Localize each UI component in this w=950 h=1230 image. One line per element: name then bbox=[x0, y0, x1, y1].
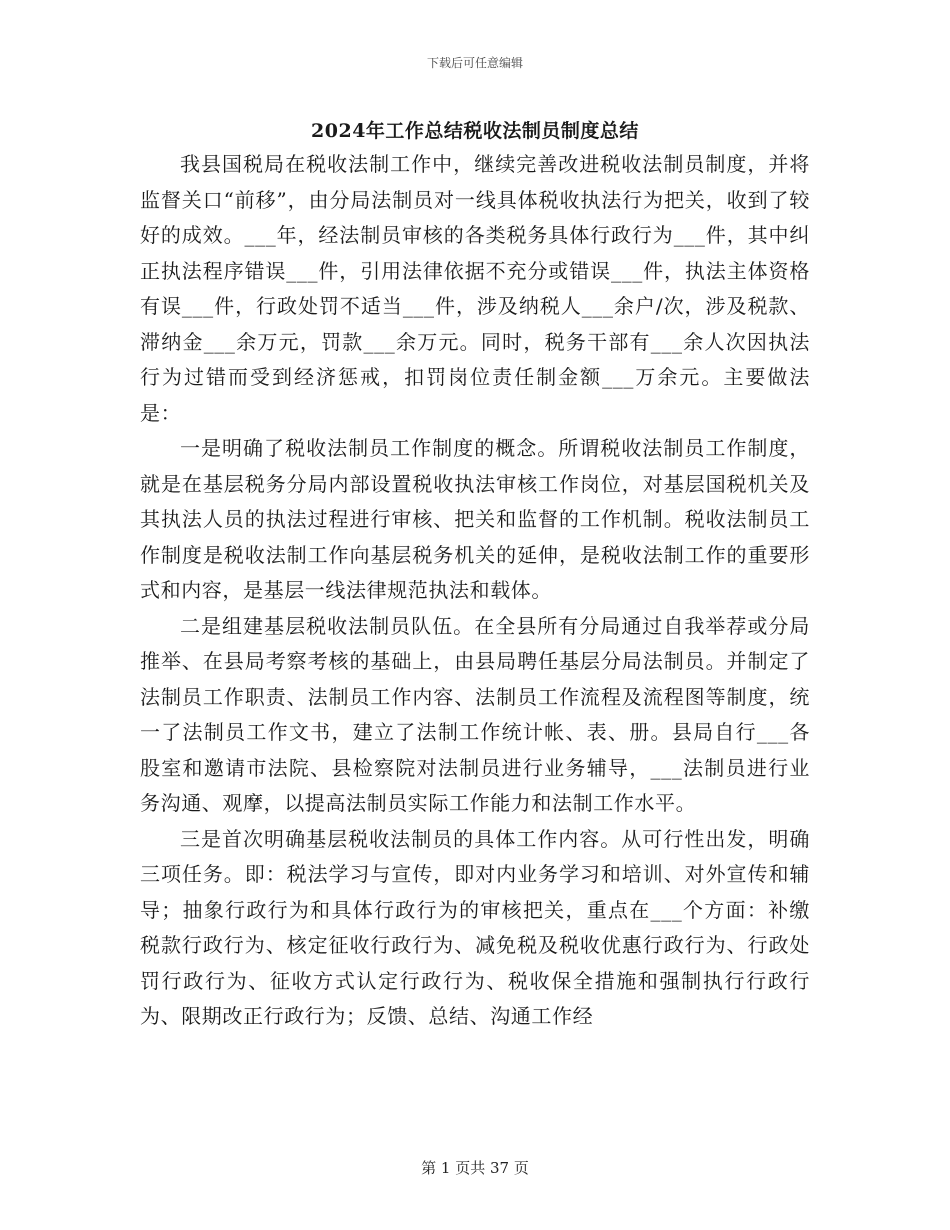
paragraph-team: 二是组建基层税收法制员队伍。在全县所有分局通过自我举荐或分局推举、在县局考察考核的基础上，由县局聘任基层分局法制员。并制定了法制员工作职责、法制员工作内容、法制员工作流程及流程图等制度，统一了法制员工作文书，建立了法制工作统计帐、表、册。县局自行___各股室和邀请市法院、县检察院对法制员进行业务辅导，___法制员进行业务沟通、观摩，以提高法制员实际工作能力和法制工作水平。 bbox=[140, 613, 810, 815]
document-title: 2024年工作总结税收法制员制度总结 bbox=[311, 120, 639, 142]
paragraph-concept: 一是明确了税收法制员工作制度的概念。所谓税收法制员工作制度，就是在基层税务分局内部设置税收执法审核工作岗位，对基层国税机关及其执法人员的执法过程进行审核、把关和监督的工作机制。税收法制员工作制度是税收法制工作向基层税务机关的延伸，是税收法制工作的重要形式和内容，是基层一线法律规范执法和载体。 bbox=[140, 436, 810, 602]
page-number: 第 1 页共 37 页 bbox=[421, 1159, 529, 1177]
paragraph-intro: 我县国税局在税收法制工作中，继续完善改进税收法制员制度，并将监督关口“前移”，由分局法制员对一线具体税收执法行为把关，收到了较好的成效。___年，经法制员审核的各类税务具体行政行为___件，其中纠正执法程序错误___件，引用法律依据不充分或错误___件，执法主体资格有误___件，行政处罚不适当___件，涉及纳税人___余户/次，涉及税款、滞纳金___余万元，罚款___余万元。同时，税务干部有___余人次因执法行为过错而受到经济惩戒，扣罚岗位责任制金额___万余元。主要做法是： bbox=[140, 152, 810, 425]
header-note: 下载后可任意编辑 bbox=[426, 56, 523, 70]
document-body bbox=[140, 147, 810, 1035]
paragraph-tasks: 三是首次明确基层税收法制员的具体工作内容。从可行性出发，明确三项任务。即：税法学习与宣传，即对内业务学习和培训、对外宣传和辅导；抽象行政行为和具体行政行为的审核把关，重点在___个方面：补缴税款行政行为、核定征收行政行为、减免税及税收优惠行政行为、行政处罚行政行为、征收方式认定行政行为、税收保全措施和强制执行行政行为、限期改正行政行为；反馈、总结、沟通工作经 bbox=[140, 826, 810, 1028]
